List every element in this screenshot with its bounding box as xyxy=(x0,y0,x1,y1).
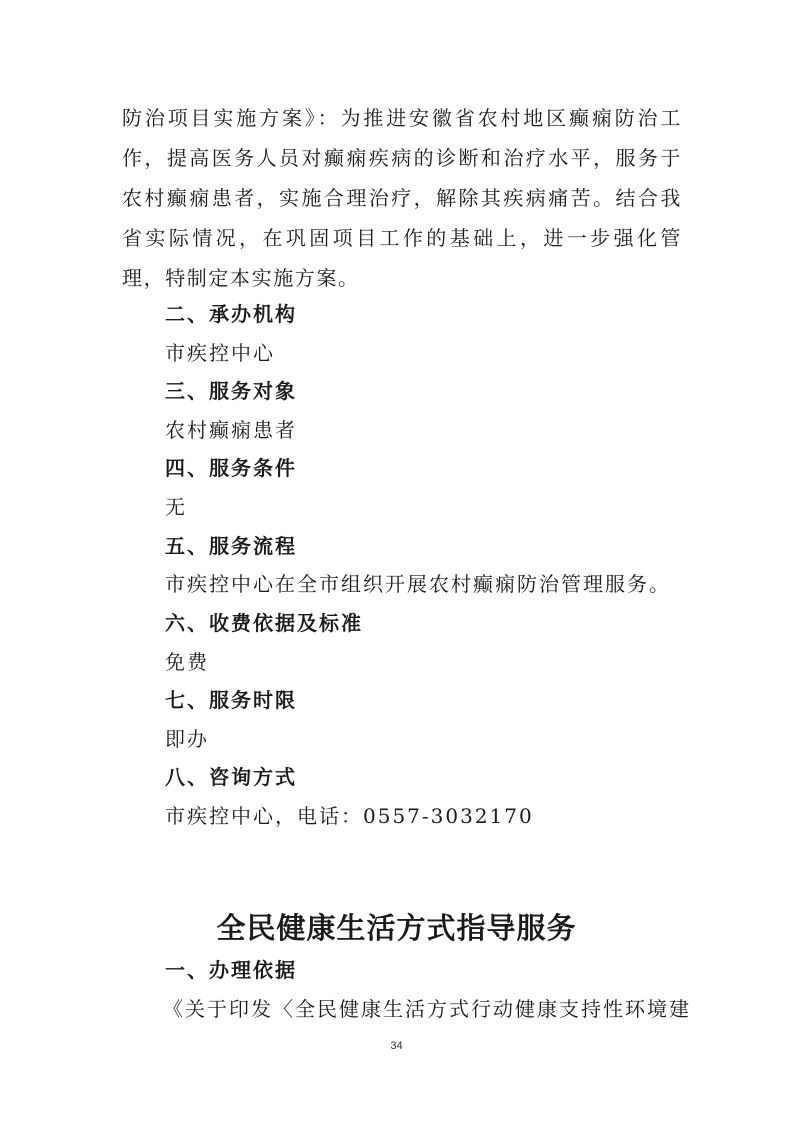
section-content-timelimit: 即办 xyxy=(165,727,209,751)
section-content-organizer: 市疾控中心 xyxy=(165,341,275,365)
next-item-first-heading: 一、办理依据 xyxy=(165,958,297,982)
intro-paragraph: 防治项目实施方案》：为推进安徽省农村地区癫痫防治工作，提高医务人员对癫痫疾病的诊断和治疗水平，服务于农村癫痫患者，实施合理治疗，解除其疾病痛苦。结合我省实际情况，在巩固项目工作的基础上，进一步强化管理，特制定本实施方案。 xyxy=(122,106,682,290)
page-number: 34 xyxy=(390,1040,403,1052)
section-content-fees: 免费 xyxy=(165,650,209,674)
next-item-title: 全民健康生活方式指导服务 xyxy=(216,911,577,945)
section-heading-contact: 八、咨询方式 xyxy=(165,765,297,789)
section-heading-organizer: 二、承办机构 xyxy=(165,302,297,326)
next-item-first-line: 《关于印发〈全民健康生活方式行动健康支持性环境建 xyxy=(163,997,691,1021)
section-content-contact: 市疾控中心，电话：0557-3032170 xyxy=(165,804,534,828)
section-content-target: 农村癫痫患者 xyxy=(165,418,297,442)
section-heading-fees: 六、收费依据及标准 xyxy=(165,611,363,635)
section-heading-conditions: 四、服务条件 xyxy=(165,456,297,480)
section-heading-target: 三、服务对象 xyxy=(165,379,297,403)
section-content-conditions: 无 xyxy=(165,495,187,519)
section-content-process: 市疾控中心在全市组织开展农村癫痫防治管理服务。 xyxy=(165,572,671,596)
section-heading-timelimit: 七、服务时限 xyxy=(165,688,297,712)
section-heading-process: 五、服务流程 xyxy=(165,534,297,558)
